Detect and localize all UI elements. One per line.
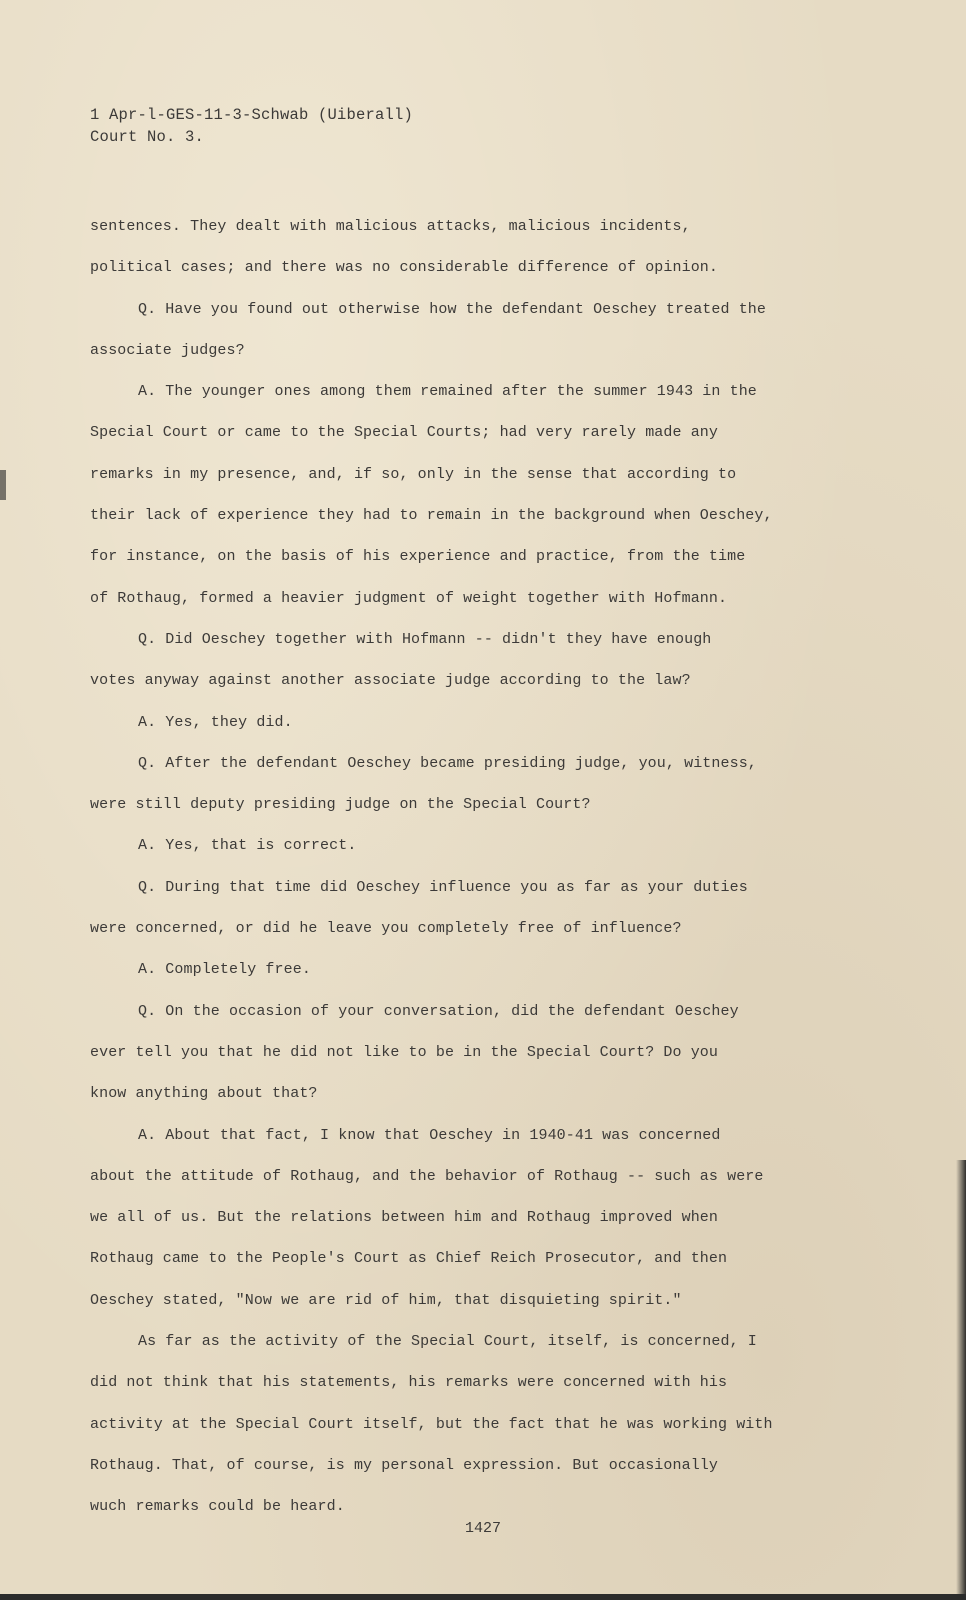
text-line: Oeschey stated, "Now we are rid of him, that disquieting spirit.": [90, 1291, 682, 1309]
header-court: Court No. 3.: [90, 128, 205, 146]
text-line: Q. During that time did Oeschey influence you as far as your duties: [138, 878, 748, 896]
text-line: we all of us. But the relations between him and Rothaug improved when: [90, 1209, 719, 1227]
text-line: A. Completely free.: [138, 961, 311, 979]
text-line: sentences. They dealt with malicious attacks, malicious incidents,: [90, 218, 691, 235]
text-line: their lack of experience they had to remain in the background when Oeschey,: [90, 507, 773, 525]
text-line: associate judges?: [90, 341, 245, 359]
header-reference: 1 Apr-l-GES-11-3-Schwab (Uiberall): [90, 106, 414, 124]
text-line: wuch remarks could be heard.: [90, 1498, 345, 1516]
text-line: did not think that his statements, his remarks were concerned with his: [90, 1374, 728, 1392]
text-line: Q. Have you found out otherwise how the defendant Oeschey treated the: [138, 300, 767, 318]
text-line: Rothaug came to the People's Court as Chief Reich Prosecutor, and then: [90, 1250, 728, 1268]
text-line: ever tell you that he did not like to be in the Special Court? Do you: [90, 1043, 719, 1061]
text-line: Q. Did Oeschey together with Hofmann -- didn't they have enough: [138, 630, 712, 648]
document-header: [90, 104, 413, 148]
text-line: for instance, on the basis of his experience and practice, from the time: [90, 548, 746, 566]
text-line: Special Court or came to the Special Courts; had very rarely made any: [90, 424, 719, 442]
transcript-body: [90, 206, 870, 1528]
text-line: of Rothaug, formed a heavier judgment of weight together with Hofmann.: [90, 589, 728, 607]
text-line: As far as the activity of the Special Court, itself, is concerned, I: [138, 1333, 757, 1351]
text-line: votes anyway against another associate judge according to the law?: [90, 672, 691, 690]
text-line: about the attitude of Rothaug, and the behavior of Rothaug -- such as were: [90, 1167, 764, 1185]
page-number: 1427: [464, 1520, 501, 1537]
text-line: A. Yes, that is correct.: [138, 837, 357, 855]
text-line: Rothaug. That, of course, is my personal expression. But occasionally: [90, 1456, 719, 1474]
text-line: political cases; and there was no considerable difference of opinion.: [90, 259, 719, 277]
scan-edge-bottom: [0, 1594, 966, 1600]
text-line: remarks in my presence, and, if so, only in the sense that according to: [90, 465, 737, 483]
text-line: Q. After the defendant Oeschey became presiding judge, you, witness,: [138, 754, 757, 772]
text-line: know anything about that?: [90, 1085, 318, 1103]
text-line: were concerned, or did he leave you completely free of influence?: [90, 920, 682, 938]
text-line: A. About that fact, I know that Oeschey in 1940-41 was concerned: [138, 1126, 721, 1144]
scan-mark-left: [0, 470, 6, 500]
text-line: Q. On the occasion of your conversation, did the defendant Oeschey: [138, 1002, 739, 1020]
text-line: were still deputy presiding judge on the Special Court?: [90, 796, 591, 814]
text-line: A. The younger ones among them remained after the summer 1943 in the: [138, 383, 757, 401]
text-line: A. Yes, they did.: [138, 713, 293, 731]
text-line: activity at the Special Court itself, but the fact that he was working with: [90, 1415, 773, 1433]
